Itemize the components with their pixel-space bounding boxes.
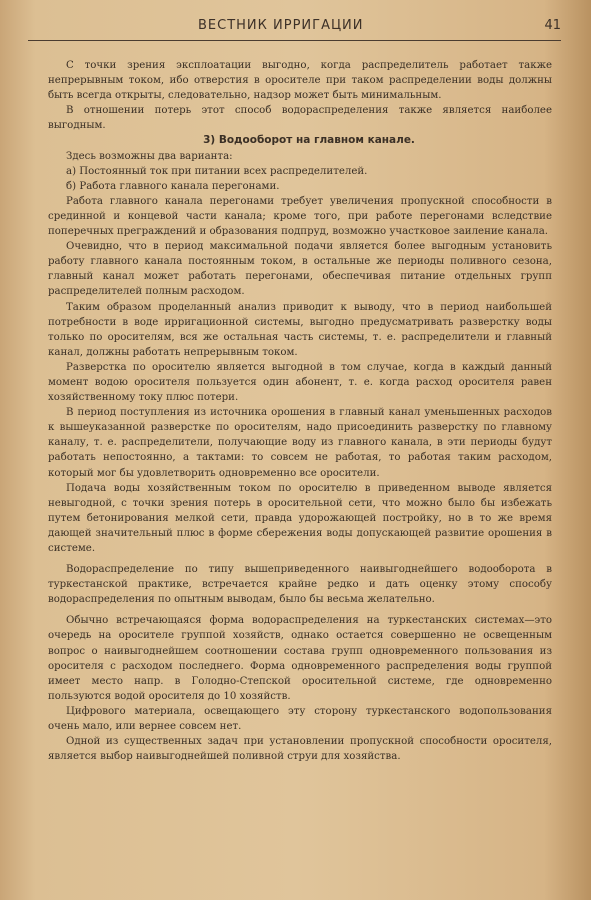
running-header — [28, 18, 561, 41]
paragraph: Таким образом проделанный анализ приводит к выводу, что в период наибольшей потребности в воде ирригационной системы, выгодно предусматривать разверстку воды только по оросителям, вся же остальная часть системы, т. е. распределители и главный канал, должны работать непрерывным током. — [48, 301, 552, 358]
paragraph: Цифрового материала, освещающего эту сторону туркестанского водопользования очень мало, или вернее совсем нет. — [48, 705, 552, 733]
paragraph: Очевидно, что в период максимальной подачи является более выгодным установить работу главного канала постоянным током, в остальные же периоды поливного сезона, главный канал может работать перегонами, обеспечивая питание отдельных групп распределителей полным расходом. — [48, 241, 552, 298]
article-body — [48, 58, 552, 764]
paragraph: Здесь возможны два варианта: — [66, 150, 233, 162]
paragraph: Разверстка по оросителю является выгодной в том случае, когда в каждый данный момент водою оросителя пользуется один абонент, т. е. когда расход оросителя равен хозяйственному току плюс потери. — [48, 361, 552, 404]
page-number: 41 — [544, 18, 561, 33]
paragraph: С точки зрения эксплоатации выгодно, когда распределитель работает также непрерывным током, ибо отверстия в оросителе при таком распределении воды должны быть всегда открыты, следовательно, надзор может быть минимальным. — [48, 60, 552, 102]
paragraph: В период поступления из источника орошения в главный канал уменьшенных расходов к вышеуказанной разверстке по оросителям, надо присоединить разверстку по главному каналу, т. е. распределители, получающие воду из главного канала, в эти периоды будут работать непостоянно, а тактами: то совсем не работая, то работая таким расходом, который мог бы удовлетворить одновременно все оросители. — [48, 407, 552, 479]
paragraph: Подача воды хозяйственным током по оросителю в приведенном выводе является невыгодной, с точки зрения потерь в оросительной сети, что можно было бы избежать путем бетонирования мелкой сети, правда удорожающей постройку, но в то же время дающей значительный плюс в форме сбережения воды допускающей развитие орошения в системе. — [48, 482, 552, 554]
journal-title: ВЕСТНИК ИРРИГАЦИИ — [198, 18, 364, 33]
paragraph: Одной из существенных задач при установлении пропускной способности оросителя, является выбор наивыгоднейшей поливной струи для хозяйства. — [48, 736, 552, 763]
paragraph: В отношении потерь этот способ водораспределения также является наиболее выгодным. — [48, 105, 552, 132]
variant-item: а) Постоянный ток при питании всех распределителей. — [66, 165, 368, 177]
variant-item: б) Работа главного канала перегонами. — [66, 180, 280, 192]
paragraph: Водораспределение по типу вышеприведенного наивыгоднейшего водооборота в туркестанской практике, встречается крайне редко и дать оценку этому способу водораспределения по опытным выводам, было бы весьма желательно. — [48, 564, 552, 606]
paragraph: Работа главного канала перегонами требует увеличения пропускной способности в срединной и концевой части канала; кроме того, при работе перегонами вследствие поперечных преграждений и образования подпруд, возможно участковое заиление канала. — [48, 195, 552, 238]
section-heading: 3) Водооборот на главном канале. — [203, 134, 415, 147]
paragraph: Обычно встречающаяся форма водораспределения на туркестанских системах—это очередь на оросителе группой хозяйств, однако остается совершенно не освещенным вопрос о наивыгоднейшем соотношении состава групп одновременного пользования из оросителя с расходом последнего. Форма одновременного распределения воды группой имеет место напр. в Голодно-Степской оросительной системе, где одновременно пользуются водой оросителя до 10 хозяйств. — [48, 615, 552, 702]
